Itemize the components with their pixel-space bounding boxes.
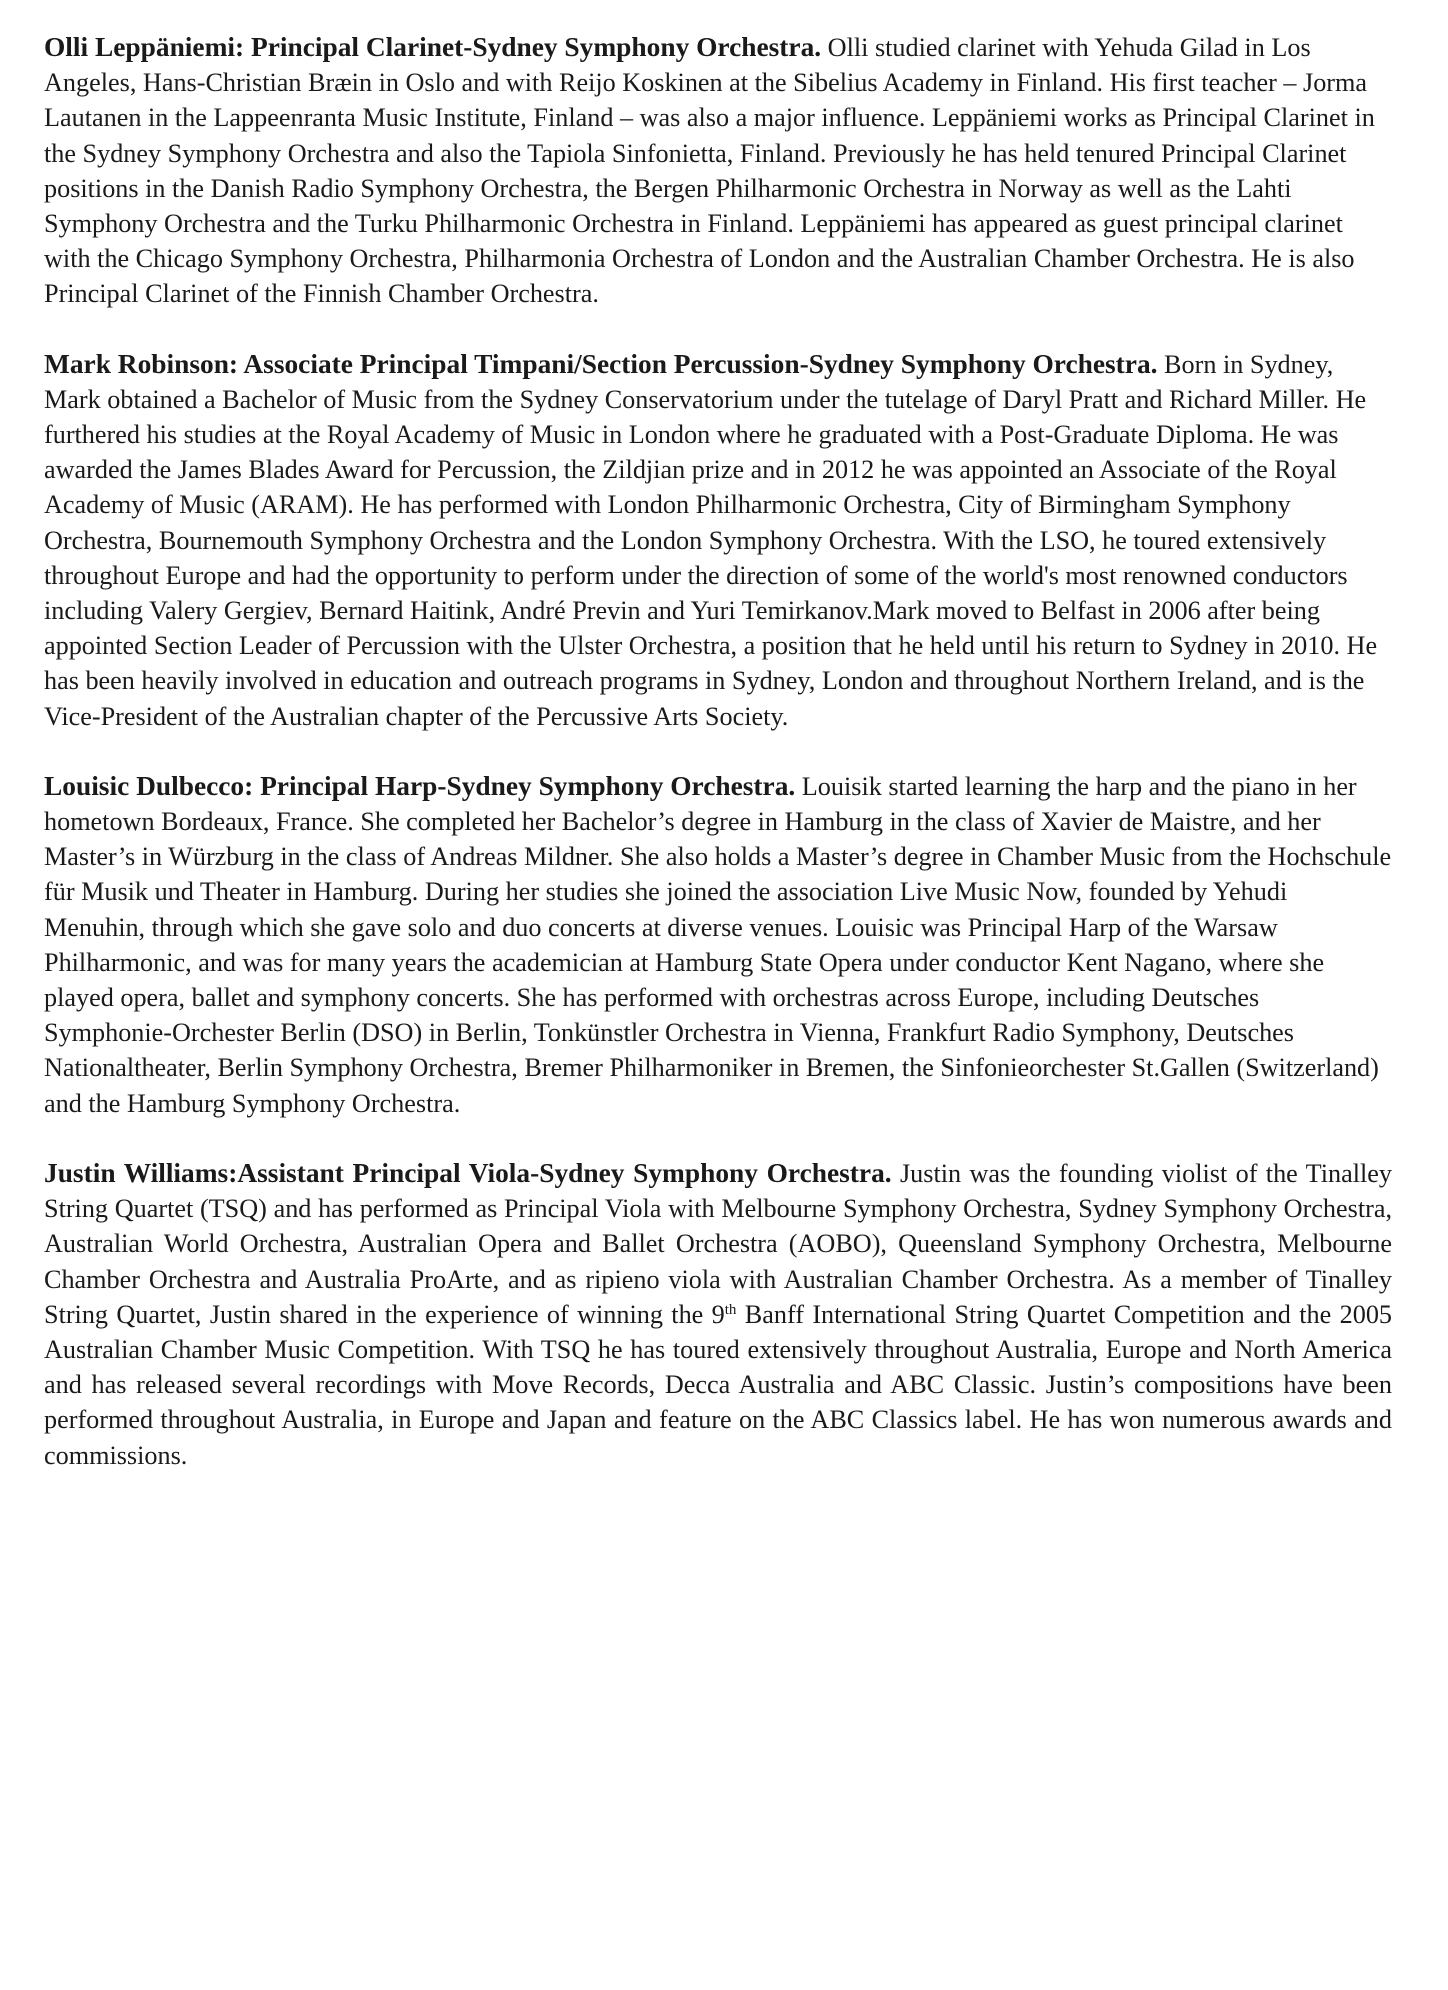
bio-body: Louisik started learning the harp and the piano in her hometown Bordeaux, France. She completed her Bachelor’s degree in Hamburg in the class of Xavier de Maistre, and her Master’s in Würzburg in the class of Andreas Mildner. She also holds a Master’s degree in Chamber Music from the Hochschule für Musik und Theater in Hamburg. During her studies she joined the association Live Music Now, founded by Yehudi Menuhin, through which she gave solo and duo concerts at diverse venues. Louisic was Principal Harp of the Warsaw Philharmonic, and was for many years the academician at Hamburg State Opera under conductor Kent Nagano, where she played opera, ballet and symphony concerts. She has performed with orchestras across Europe, including Deutsches Symphonie-Orchester Berlin (DSO) in Berlin, Tonkünstler Orchestra in Vienna, Frankfurt Radio Symphony, Deutsches Nationaltheater, Berlin Symphony Orchestra, Bremer Philharmoniker in Bremen, the Sinfonieorchester St.Gallen (Switzerland) and the Hamburg Symphony Orchestra. [44, 771, 1392, 1118]
bio-mark-robinson [44, 347, 1392, 734]
bio-justin-williams [44, 1156, 1392, 1473]
bio-body-continued: Banff International String Quartet Competition and the 2005 Australian Chamber Music Competition. With TSQ he has toured extensively throughout Australia, Europe and North America and has released several recordings with Move Records, Decca Australia and ABC Classic. Justin’s compositions have been performed throughout Australia, in Europe and Japan and feature on the ABC Classics label. He has won numerous awards and commissions. [44, 1299, 1393, 1470]
document-page [44, 30, 1392, 1508]
bio-title: Olli Leppäniemi: Principal Clarinet-Sydney Symphony Orchestra. [44, 32, 822, 62]
bio-louisic-dulbecco [44, 769, 1392, 1121]
bio-body: Olli studied clarinet with Yehuda Gilad in Los Angeles, Hans-Christian Bræin in Oslo and with Reijo Koskinen at the Sibelius Academy in Finland. His first teacher – Jorma Lautanen in the Lappeenranta Music Institute, Finland – was also a major influence. Leppäniemi works as Principal Clarinet in the Sydney Symphony Orchestra and also the Tapiola Sinfonietta, Finland. Previously he has held tenured Principal Clarinet positions in the Danish Radio Symphony Orchestra, the Bergen Philharmonic Orchestra in Norway as well as the Lahti Symphony Orchestra and the Turku Philharmonic Orchestra in Finland. Leppäniemi has appeared as guest principal clarinet with the Chicago Symphony Orchestra, Philharmonia Orchestra of London and the Australian Chamber Orchestra. He is also Principal Clarinet of the Finnish Chamber Orchestra. [44, 33, 1375, 309]
bio-olli-leppaniemi [44, 30, 1392, 312]
ordinal-superscript: th [724, 1301, 737, 1318]
bio-title: Louisic Dulbecco: Principal Harp-Sydney Symphony Orchestra. [44, 770, 796, 801]
bio-body: Born in Sydney, Mark obtained a Bachelor of Music from the Sydney Conservatorium under the tutelage of Daryl Pratt and Richard Miller. He furthered his studies at the Royal Academy of Music in London where he graduated with a Post-Graduate Diploma. He was awarded the James Blades Award for Percussion, the Zildjian prize and in 2012 he was appointed an Associate of the Royal Academy of Music (ARAM). He has performed with London Philharmonic Orchestra, City of Birmingham Symphony Orchestra, Bournemouth Symphony Orchestra and the London Symphony Orchestra. With the LSO, he toured extensively throughout Europe and had the opportunity to perform under the direction of some of the world's most renowned conductors including Valery Gergiev, Bernard Haitink, André Previn and Yuri Temirkanov.Mark moved to Belfast in 2006 after being appointed Section Leader of Percussion with the Ulster Orchestra, a position that he held until his return to Sydney in 2010. He has been heavily involved in education and outreach programs in Sydney, London and throughout Northern Ireland, and is the Vice-President of the Australian chapter of the Percussive Arts Society. [44, 349, 1378, 731]
bio-title: Mark Robinson: Associate Principal Timpani/Section Percussion-Sydney Symphony Orchestra. [44, 348, 1158, 379]
bio-title: Justin Williams:Assistant Principal Viola-Sydney Symphony Orchestra. [44, 1157, 892, 1188]
bio-body: Justin was the founding violist of the Tinalley String Quartet (TSQ) and has performed as Principal Viola with Melbourne Symphony Orchestra, Sydney Symphony Orchestra, Australian World Orchestra, Australian Opera and Ballet Orchestra (AOBO), Queensland Symphony Orchestra, Melbourne Chamber Orchestra and Australia ProArte, and as ripieno viola with Australian Chamber Orchestra. As a member of Tinalley String Quartet, Justin shared in the experience of winning the 9 [44, 1158, 1393, 1329]
